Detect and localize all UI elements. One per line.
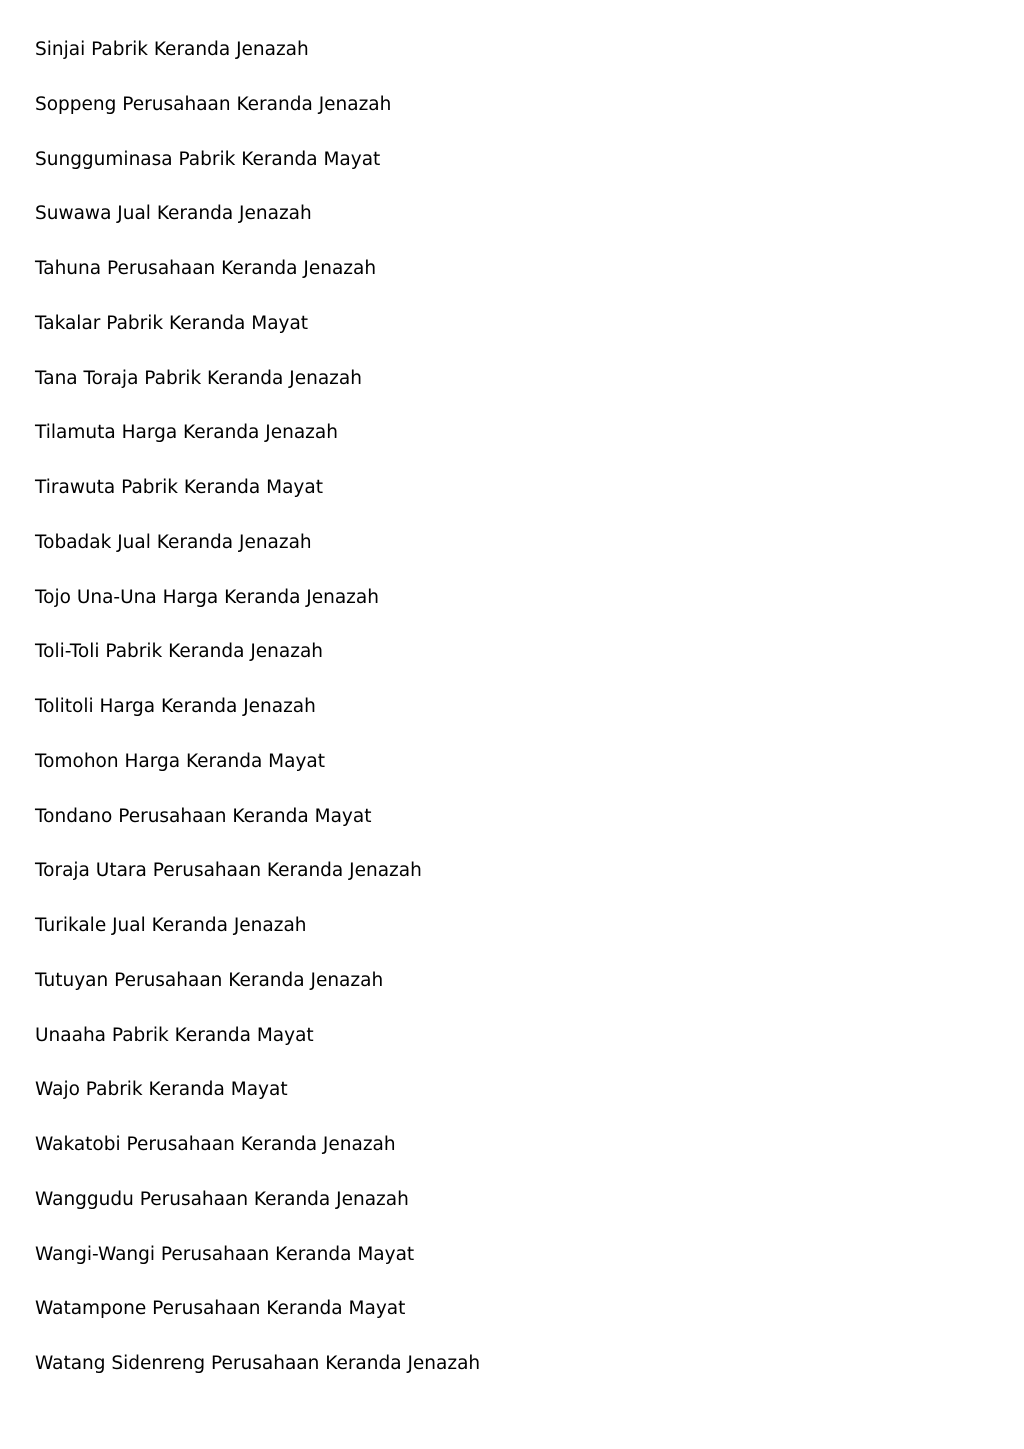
list-item: Toli-Toli Pabrik Keranda Jenazah — [35, 641, 324, 663]
list-item: Toraja Utara Perusahaan Keranda Jenazah — [35, 860, 422, 882]
list-item: Watang Sidenreng Perusahaan Keranda Jenazah — [35, 1353, 481, 1374]
list-item: Watampone Perusahaan Keranda Mayat — [35, 1298, 406, 1320]
list-item: Tondano Perusahaan Keranda Mayat — [35, 805, 372, 827]
list-item: Wajo Pabrik Keranda Mayat — [35, 1079, 288, 1101]
list-item: Tomohon Harga Keranda Mayat — [35, 750, 326, 772]
list-item: Takalar Pabrik Keranda Mayat — [35, 312, 309, 334]
list-item: Tahuna Perusahaan Keranda Jenazah — [35, 258, 377, 279]
list-item: Turikale Jual Keranda Jenazah — [35, 915, 307, 936]
list-item: Tana Toraja Pabrik Keranda Jenazah — [35, 367, 362, 389]
list-item: Wangi-Wangi Perusahaan Keranda Mayat — [35, 1243, 415, 1265]
list-item: Sungguminasa Pabrik Keranda Mayat — [35, 148, 381, 170]
list-item: Tutuyan Perusahaan Keranda Jenazah — [35, 969, 384, 991]
list-item: Suwawa Jual Keranda Jenazah — [35, 203, 312, 225]
list-item: Tirawuta Pabrik Keranda Mayat — [35, 477, 323, 498]
list-item: Wakatobi Perusahaan Keranda Jenazah — [35, 1134, 396, 1155]
list-item: Tobadak Jual Keranda Jenazah — [35, 531, 312, 553]
keyword-list — [35, 36, 480, 1405]
list-item: Tolitoli Harga Keranda Jenazah — [35, 696, 316, 717]
list-item: Soppeng Perusahaan Keranda Jenazah — [35, 93, 392, 115]
list-item: Tilamuta Harga Keranda Jenazah — [35, 422, 338, 444]
list-item: Tojo Una-Una Harga Keranda Jenazah — [35, 586, 379, 608]
list-item: Sinjai Pabrik Keranda Jenazah — [35, 39, 309, 60]
list-item: Unaaha Pabrik Keranda Mayat — [35, 1024, 314, 1046]
list-item: Wanggudu Perusahaan Keranda Jenazah — [35, 1188, 409, 1210]
